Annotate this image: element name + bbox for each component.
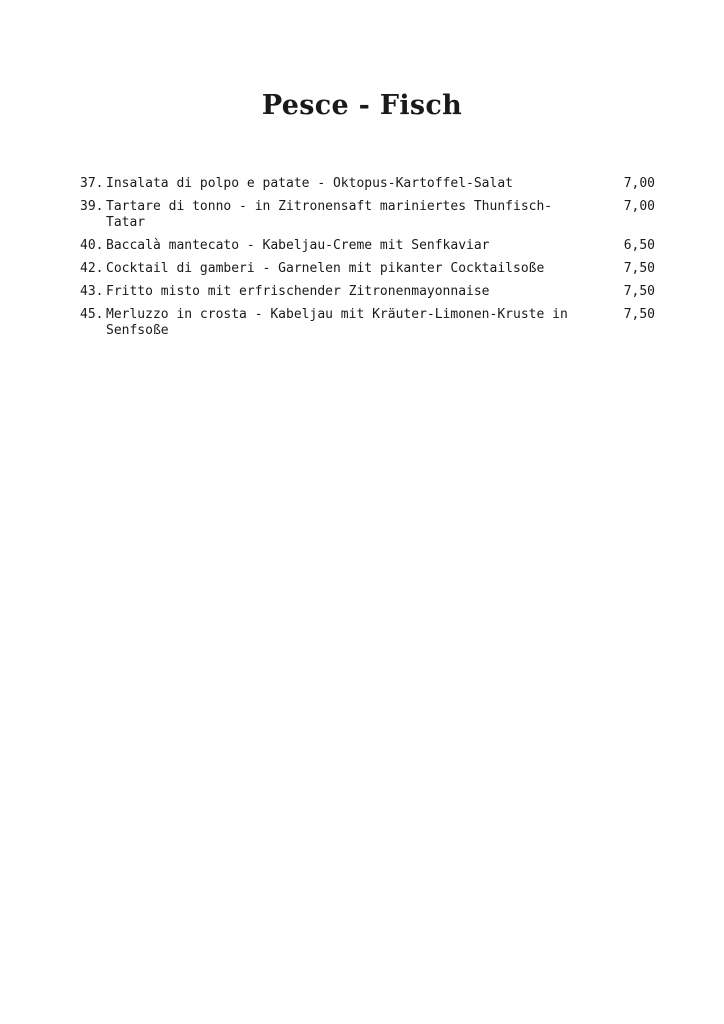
menu-item	[80, 307, 655, 339]
item-number: 43.	[80, 284, 104, 299]
item-price: 7,00	[623, 199, 655, 214]
item-name: Baccalà mantecato - Kabeljau-Creme mit Senfkaviar	[106, 238, 490, 253]
item-name: Insalata di polpo e patate - Oktopus-Kartoffel-Salat	[106, 176, 513, 191]
item-number: 39.	[80, 199, 104, 214]
item-number: 37.	[80, 176, 104, 191]
item-price: 7,00	[623, 176, 655, 191]
menu-list	[80, 176, 655, 346]
item-number: 40.	[80, 238, 104, 253]
item-name: Merluzzo in crosta - Kabeljau mit Kräuter-Limonen-Kruste in Senfsoße	[106, 307, 568, 338]
menu-item	[80, 199, 655, 231]
item-price: 7,50	[623, 284, 655, 299]
item-name: Fritto misto mit erfrischender Zitronenmayonnaise	[106, 284, 490, 299]
page-title: Pesce - Fisch	[261, 90, 463, 122]
menu-item	[80, 284, 655, 300]
item-number: 42.	[80, 261, 104, 276]
item-number: 45.	[80, 307, 104, 322]
item-name: Tartare di tonno - in Zitronensaft mariniertes Thunfisch-Tatar	[106, 199, 553, 230]
item-price: 7,50	[623, 261, 655, 276]
menu-item	[80, 261, 655, 277]
item-name: Cocktail di gamberi - Garnelen mit pikanter Cocktailsoße	[106, 261, 545, 276]
menu-item	[80, 238, 655, 254]
menu-item	[80, 176, 655, 192]
item-price: 7,50	[623, 307, 655, 322]
item-price: 6,50	[623, 238, 655, 253]
